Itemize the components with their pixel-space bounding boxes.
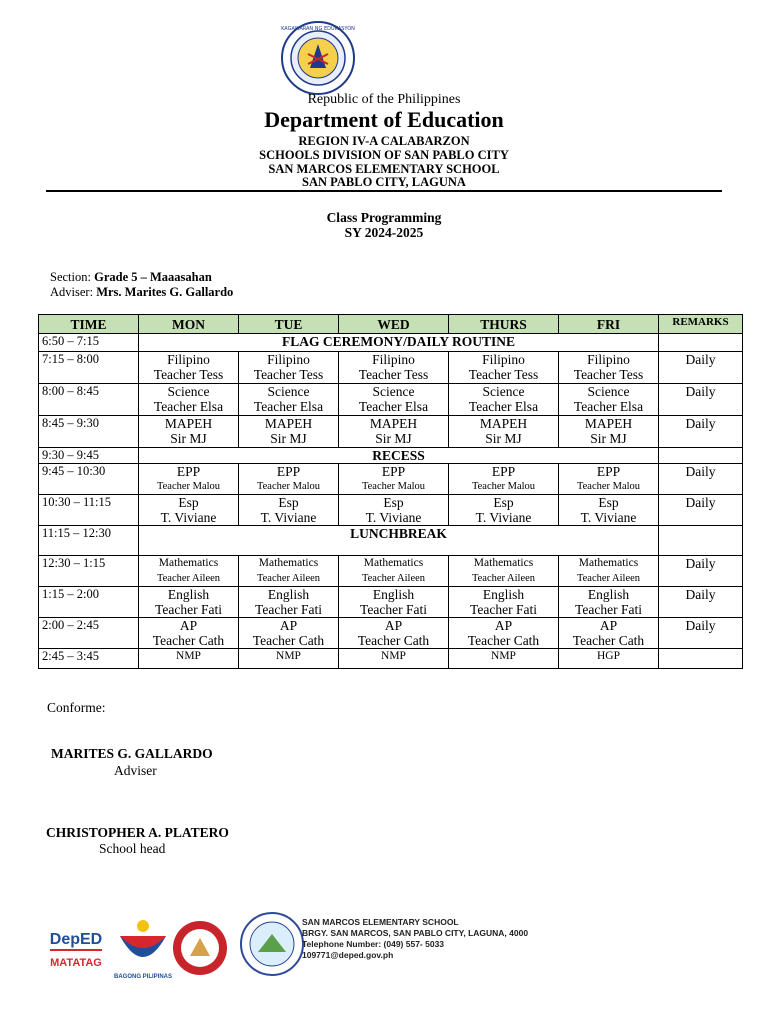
subject-label: English bbox=[372, 587, 415, 602]
schedule-row bbox=[39, 352, 743, 384]
subject-label: Esp bbox=[178, 495, 199, 510]
time-cell: 12:30 – 1:15 bbox=[39, 556, 139, 587]
subject-label: Science bbox=[372, 384, 415, 399]
footer-address: BRGY. SAN MARCOS, SAN PABLO CITY, LAGUNA, 4000 bbox=[302, 928, 529, 938]
subject-label: Esp bbox=[383, 495, 404, 510]
class-cell-fri bbox=[559, 495, 659, 526]
head-role: School head bbox=[99, 841, 166, 856]
teacher-label: T. Viviane bbox=[260, 510, 317, 525]
remarks-cell bbox=[659, 448, 743, 464]
teacher-label: Teacher Aileen bbox=[256, 573, 321, 584]
header-divider bbox=[46, 190, 722, 192]
time-cell: 6:50 – 7:15 bbox=[39, 334, 139, 352]
department-title: Department of Education bbox=[264, 107, 504, 132]
time-cell: 9:30 – 9:45 bbox=[39, 448, 139, 464]
col-header-time: TIME bbox=[39, 315, 139, 334]
teacher-label: Teacher Malou bbox=[576, 481, 641, 492]
class-cell-mon bbox=[139, 464, 239, 495]
class-cell-mon bbox=[139, 416, 239, 448]
teacher-label: Teacher Fati bbox=[255, 602, 322, 617]
subject-label: Mathematics bbox=[363, 557, 424, 569]
teacher-label: Teacher Elsa bbox=[468, 399, 539, 414]
class-cell-mon bbox=[139, 649, 239, 669]
class-cell-fri bbox=[559, 556, 659, 587]
class-cell-mon bbox=[139, 587, 239, 618]
section-value: Grade 5 – Maaasahan bbox=[94, 270, 212, 284]
schedule-table bbox=[38, 314, 743, 669]
matatag-logo-text: MATATAG bbox=[50, 957, 102, 969]
class-cell-tue bbox=[239, 352, 339, 384]
subject-label: Filipino bbox=[267, 352, 310, 367]
schedule-row bbox=[39, 416, 743, 448]
class-cell-mon bbox=[139, 384, 239, 416]
schedule-row bbox=[39, 464, 743, 495]
subject-label: Science bbox=[587, 384, 630, 399]
class-cell-tue bbox=[239, 464, 339, 495]
class-cell-wed bbox=[339, 587, 449, 618]
header-line-region: REGION IV-A CALABARZON bbox=[298, 134, 470, 148]
schedule-row bbox=[39, 618, 743, 649]
remarks-cell: Daily bbox=[659, 618, 743, 649]
time-cell: 9:45 – 10:30 bbox=[39, 464, 139, 495]
remarks-cell: Daily bbox=[659, 416, 743, 448]
document-title: Class Programming bbox=[326, 210, 442, 225]
col-header-wed: WED bbox=[339, 315, 449, 334]
class-cell-thurs bbox=[449, 556, 559, 587]
class-cell-fri bbox=[559, 464, 659, 495]
teacher-label: T. Viviane bbox=[160, 510, 217, 525]
remarks-cell: Daily bbox=[659, 495, 743, 526]
teacher-label: T. Viviane bbox=[365, 510, 422, 525]
teacher-label: Teacher Elsa bbox=[153, 399, 224, 414]
class-cell-tue bbox=[239, 495, 339, 526]
class-cell-tue bbox=[239, 649, 339, 669]
schedule-row bbox=[39, 495, 743, 526]
seal-text: KAGAWARAN NG EDUKASYON bbox=[281, 26, 355, 32]
subject-label: Science bbox=[482, 384, 525, 399]
bp-logo-text: BAGONG PILIPINAS bbox=[113, 974, 173, 980]
section-line bbox=[50, 270, 212, 285]
header-line-school: SAN MARCOS ELEMENTARY SCHOOL bbox=[268, 162, 500, 176]
teacher-label: Teacher Aileen bbox=[361, 573, 426, 584]
class-cell-tue bbox=[239, 618, 339, 649]
subject-label: AP bbox=[494, 618, 513, 633]
class-cell-wed bbox=[339, 416, 449, 448]
remarks-cell bbox=[659, 526, 743, 556]
conforme-label: Conforme: bbox=[47, 700, 106, 715]
col-header-remarks: REMARKS bbox=[659, 315, 743, 334]
class-cell-thurs bbox=[449, 495, 559, 526]
teacher-label: T. Viviane bbox=[580, 510, 637, 525]
class-cell-thurs bbox=[449, 649, 559, 669]
class-cell-thurs bbox=[449, 618, 559, 649]
class-cell-tue bbox=[239, 587, 339, 618]
school-seal-icon bbox=[238, 912, 306, 976]
header-row bbox=[39, 315, 743, 334]
subject-label: NMP bbox=[176, 650, 201, 662]
subject-label: Esp bbox=[598, 495, 619, 510]
time-cell: 2:45 – 3:45 bbox=[39, 649, 139, 669]
remarks-cell bbox=[659, 649, 743, 669]
teacher-label: Teacher Fati bbox=[360, 602, 427, 617]
teacher-label: Teacher Cath bbox=[572, 633, 645, 648]
span-activity-cell: LUNCHBREAK bbox=[139, 526, 659, 556]
class-cell-fri bbox=[559, 352, 659, 384]
schedule-row bbox=[39, 384, 743, 416]
teacher-label: Teacher Tess bbox=[573, 367, 644, 382]
class-cell-tue bbox=[239, 416, 339, 448]
subject-label: MAPEH bbox=[584, 416, 633, 431]
subject-label: MAPEH bbox=[369, 416, 418, 431]
sdo-seal-icon bbox=[172, 920, 228, 976]
class-cell-wed bbox=[339, 649, 449, 669]
remarks-cell: Daily bbox=[659, 587, 743, 618]
header-line-division: SCHOOLS DIVISION OF SAN PABLO CITY bbox=[259, 148, 509, 162]
class-cell-fri bbox=[559, 587, 659, 618]
header-line-city: SAN PABLO CITY, LAGUNA bbox=[302, 175, 466, 189]
teacher-label: Teacher Fati bbox=[155, 602, 222, 617]
time-cell: 7:15 – 8:00 bbox=[39, 352, 139, 384]
class-cell-fri bbox=[559, 384, 659, 416]
class-cell-tue bbox=[239, 556, 339, 587]
time-cell: 8:00 – 8:45 bbox=[39, 384, 139, 416]
class-cell-mon bbox=[139, 556, 239, 587]
teacher-label: Sir MJ bbox=[485, 431, 522, 446]
subject-label: MAPEH bbox=[264, 416, 313, 431]
subject-label: Science bbox=[267, 384, 310, 399]
teacher-label: Teacher Malou bbox=[256, 481, 321, 492]
deped-matatag-logo-icon bbox=[46, 920, 106, 976]
teacher-label: Teacher Fati bbox=[470, 602, 537, 617]
class-cell-thurs bbox=[449, 352, 559, 384]
teacher-label: Teacher Aileen bbox=[471, 573, 536, 584]
teacher-label: Sir MJ bbox=[590, 431, 627, 446]
class-cell-wed bbox=[339, 556, 449, 587]
col-header-fri: FRI bbox=[559, 315, 659, 334]
subject-label: NMP bbox=[491, 650, 516, 662]
subject-label: AP bbox=[179, 618, 198, 633]
teacher-label: Teacher Aileen bbox=[156, 573, 221, 584]
class-cell-fri bbox=[559, 618, 659, 649]
footer-email: 109771@deped.gov.ph bbox=[302, 950, 394, 960]
remarks-cell: Daily bbox=[659, 464, 743, 495]
subject-label: English bbox=[482, 587, 525, 602]
class-cell-mon bbox=[139, 618, 239, 649]
subject-label: Mathematics bbox=[258, 557, 319, 569]
subject-label: EPP bbox=[381, 464, 406, 479]
footer-school-name: SAN MARCOS ELEMENTARY SCHOOL bbox=[302, 917, 459, 927]
remarks-cell: Daily bbox=[659, 384, 743, 416]
teacher-label: Teacher Tess bbox=[153, 367, 224, 382]
subject-label: Mathematics bbox=[578, 557, 639, 569]
republic-line: Republic of the Philippines bbox=[307, 92, 461, 107]
time-cell: 1:15 – 2:00 bbox=[39, 587, 139, 618]
class-cell-mon bbox=[139, 352, 239, 384]
adviser-value: Mrs. Marites G. Gallardo bbox=[96, 285, 234, 299]
section-label: Section: bbox=[50, 270, 91, 284]
footer-phone: Telephone Number: (049) 557- 5033 bbox=[302, 939, 445, 949]
col-header-tue: TUE bbox=[239, 315, 339, 334]
span-activity-cell: RECESS bbox=[139, 448, 659, 464]
remarks-cell: Daily bbox=[659, 556, 743, 587]
adviser-role: Adviser bbox=[114, 763, 157, 778]
schedule-row bbox=[39, 587, 743, 618]
teacher-label: Teacher Aileen bbox=[576, 573, 641, 584]
time-cell: 10:30 – 11:15 bbox=[39, 495, 139, 526]
adviser-name: MARITES G. GALLARDO bbox=[51, 746, 213, 761]
deped-seal-icon bbox=[280, 20, 356, 96]
deped-logo-text: DepED bbox=[49, 931, 103, 948]
subject-label: Esp bbox=[278, 495, 299, 510]
subject-label: AP bbox=[599, 618, 618, 633]
subject-label: MAPEH bbox=[164, 416, 213, 431]
school-year: SY 2024-2025 bbox=[344, 225, 424, 240]
subject-label: NMP bbox=[381, 650, 406, 662]
subject-label: EPP bbox=[491, 464, 516, 479]
schedule-row bbox=[39, 448, 743, 464]
teacher-label: Teacher Tess bbox=[358, 367, 429, 382]
teacher-label: Teacher Malou bbox=[156, 481, 221, 492]
head-name: CHRISTOPHER A. PLATERO bbox=[46, 825, 229, 840]
col-header-thurs: THURS bbox=[449, 315, 559, 334]
teacher-label: T. Viviane bbox=[475, 510, 532, 525]
adviser-label: Adviser: bbox=[50, 285, 94, 299]
teacher-label: Teacher Elsa bbox=[358, 399, 429, 414]
footer-school-info bbox=[302, 917, 528, 961]
subject-label: Filipino bbox=[372, 352, 415, 367]
bagong-pilipinas-logo-icon bbox=[112, 912, 174, 982]
subject-label: Mathematics bbox=[473, 557, 534, 569]
class-cell-wed bbox=[339, 352, 449, 384]
adviser-line bbox=[50, 285, 233, 300]
class-cell-wed bbox=[339, 384, 449, 416]
class-cell-mon bbox=[139, 495, 239, 526]
class-cell-thurs bbox=[449, 416, 559, 448]
teacher-label: Sir MJ bbox=[170, 431, 207, 446]
subject-label: MAPEH bbox=[479, 416, 528, 431]
schedule-row bbox=[39, 334, 743, 352]
schedule-row bbox=[39, 556, 743, 587]
subject-label: Mathematics bbox=[158, 557, 219, 569]
subject-label: English bbox=[587, 587, 630, 602]
teacher-label: Teacher Elsa bbox=[573, 399, 644, 414]
class-cell-thurs bbox=[449, 384, 559, 416]
teacher-label: Teacher Elsa bbox=[253, 399, 324, 414]
teacher-label: Teacher Fati bbox=[575, 602, 642, 617]
subject-label: AP bbox=[384, 618, 403, 633]
class-cell-wed bbox=[339, 464, 449, 495]
schedule-row bbox=[39, 526, 743, 556]
col-header-mon: MON bbox=[139, 315, 239, 334]
subject-label: NMP bbox=[276, 650, 301, 662]
class-cell-tue bbox=[239, 384, 339, 416]
class-cell-thurs bbox=[449, 464, 559, 495]
class-cell-wed bbox=[339, 618, 449, 649]
class-cell-wed bbox=[339, 495, 449, 526]
subject-label: Filipino bbox=[587, 352, 630, 367]
teacher-label: Teacher Cath bbox=[357, 633, 430, 648]
time-cell: 2:00 – 2:45 bbox=[39, 618, 139, 649]
subject-label: Filipino bbox=[482, 352, 525, 367]
time-cell: 8:45 – 9:30 bbox=[39, 416, 139, 448]
teacher-label: Teacher Malou bbox=[361, 481, 426, 492]
teacher-label: Sir MJ bbox=[375, 431, 412, 446]
class-cell-fri bbox=[559, 416, 659, 448]
teacher-label: Teacher Cath bbox=[252, 633, 325, 648]
teacher-label: Sir MJ bbox=[270, 431, 307, 446]
subject-label: English bbox=[167, 587, 210, 602]
teacher-label: Teacher Tess bbox=[253, 367, 324, 382]
subject-label: AP bbox=[279, 618, 298, 633]
subject-label: EPP bbox=[176, 464, 201, 479]
teacher-label: Teacher Tess bbox=[468, 367, 539, 382]
remarks-cell bbox=[659, 334, 743, 352]
subject-label: EPP bbox=[276, 464, 301, 479]
remarks-cell: Daily bbox=[659, 352, 743, 384]
class-cell-fri bbox=[559, 649, 659, 669]
teacher-label: Teacher Cath bbox=[467, 633, 540, 648]
class-cell-thurs bbox=[449, 587, 559, 618]
subject-label: Esp bbox=[493, 495, 514, 510]
teacher-label: Teacher Cath bbox=[152, 633, 225, 648]
time-cell: 11:15 – 12:30 bbox=[39, 526, 139, 556]
subject-label: Filipino bbox=[167, 352, 210, 367]
span-activity-cell: FLAG CEREMONY/DAILY ROUTINE bbox=[139, 334, 659, 352]
subject-label: HGP bbox=[596, 650, 620, 662]
subject-label: EPP bbox=[596, 464, 621, 479]
teacher-label: Teacher Malou bbox=[471, 481, 536, 492]
subject-label: English bbox=[267, 587, 310, 602]
subject-label: Science bbox=[167, 384, 210, 399]
schedule-row bbox=[39, 649, 743, 669]
